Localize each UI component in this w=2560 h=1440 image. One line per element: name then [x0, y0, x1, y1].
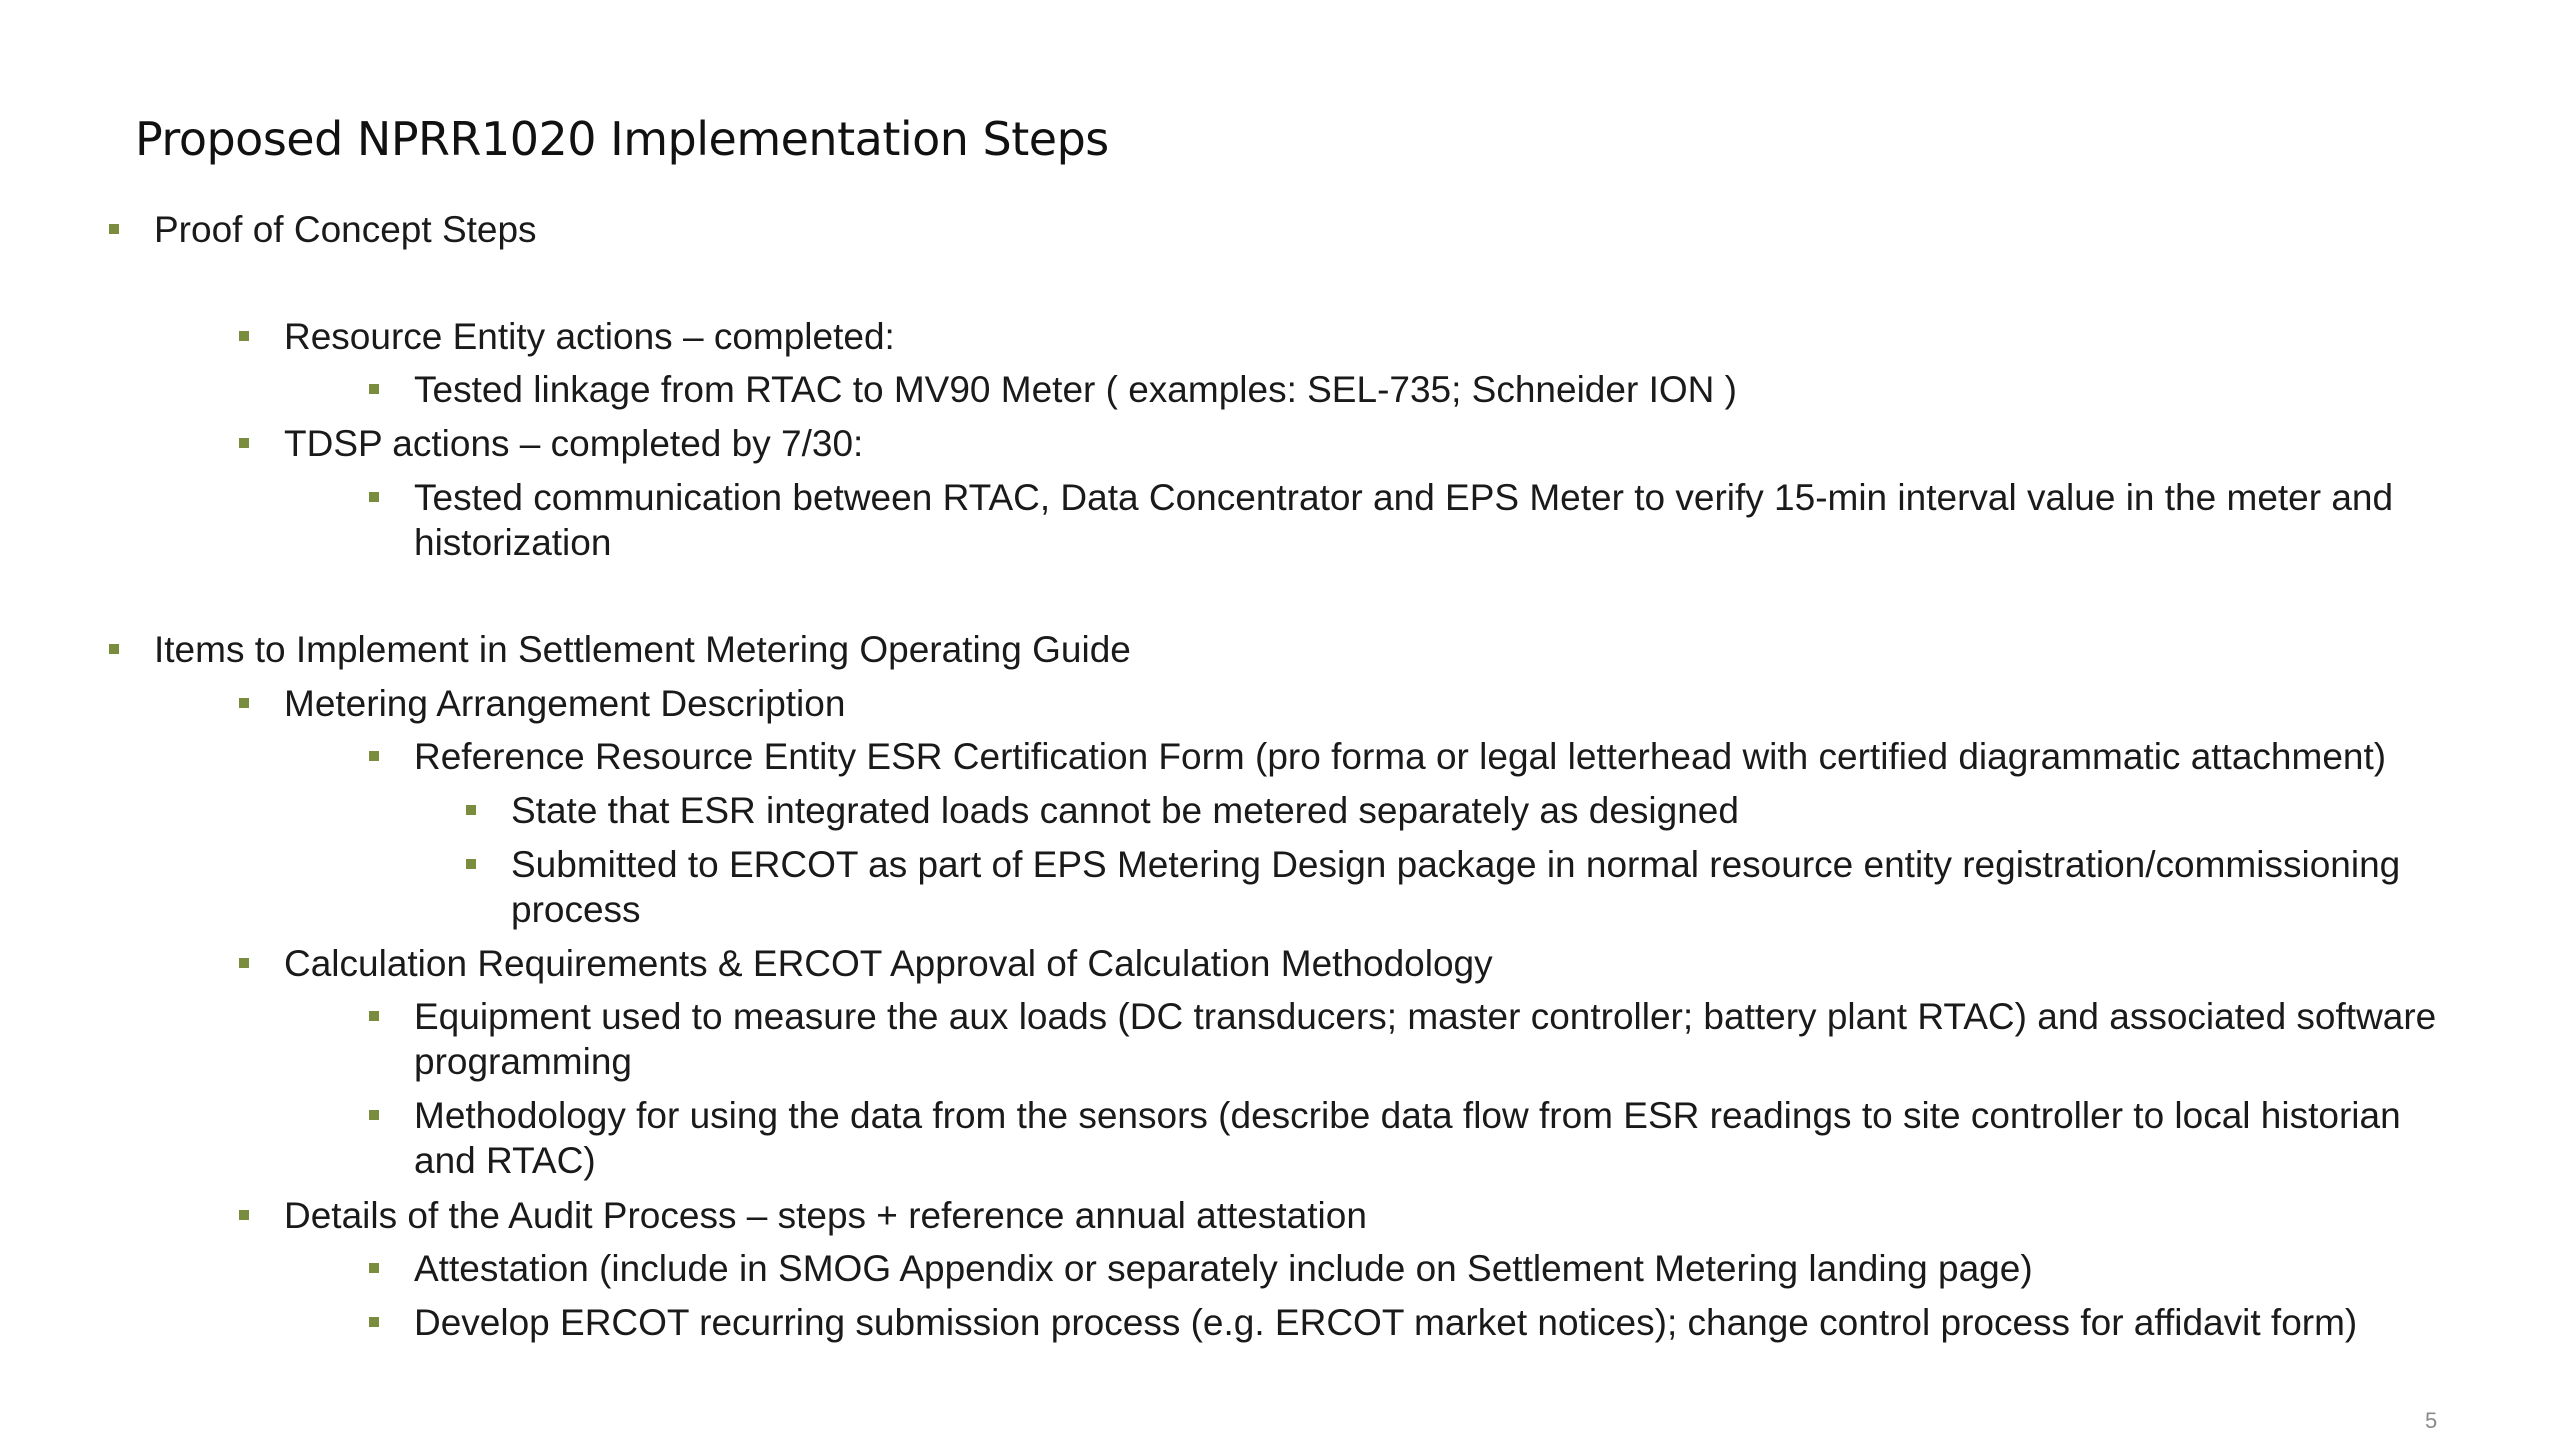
square-bullet-icon [369, 751, 379, 761]
bullet-calculation-requirements [284, 941, 2454, 986]
bullet-text: Calculation Requirements & ERCOT Approval of Calculation Methodology [284, 943, 1493, 984]
bullet-text: Submitted to ERCOT as part of EPS Metering Design package in normal resource entity registration/commissioning process [511, 844, 2401, 930]
square-bullet-icon [109, 224, 119, 234]
bullet-audit-process [284, 1193, 2454, 1238]
bullet-reference-certification-form [414, 734, 2454, 779]
square-bullet-icon [239, 698, 249, 708]
square-bullet-icon [369, 1011, 379, 1021]
square-bullet-icon [109, 644, 119, 654]
bullet-text: Details of the Audit Process – steps + reference annual attestation [284, 1195, 1367, 1236]
square-bullet-icon [369, 492, 379, 502]
bullet-text: Proof of Concept Steps [154, 209, 537, 250]
square-bullet-icon [369, 1317, 379, 1327]
bullet-develop-submission-process [414, 1300, 2454, 1345]
bullet-text: Tested linkage from RTAC to MV90 Meter ( examples: SEL-735; Schneider ION ) [414, 369, 1737, 410]
square-bullet-icon [466, 805, 476, 815]
bullet-text: Equipment used to measure the aux loads (DC transducers; master controller; battery plant RTAC) and associated software programming [414, 996, 2437, 1082]
square-bullet-icon [466, 859, 476, 869]
square-bullet-icon [239, 331, 249, 341]
bullet-text: Develop ERCOT recurring submission process (e.g. ERCOT market notices); change control process for affidavit form) [414, 1302, 2358, 1343]
bullet-text: Methodology for using the data from the sensors (describe data flow from ESR readings to site controller to local historian and RTAC) [414, 1095, 2401, 1181]
bullet-state-esr-loads [511, 788, 2461, 833]
bullet-methodology-sensors [414, 1093, 2454, 1183]
bullet-metering-arrangement [284, 681, 2454, 726]
square-bullet-icon [369, 1263, 379, 1273]
bullet-items-to-implement [154, 627, 2414, 672]
bullet-text: Attestation (include in SMOG Appendix or separately include on Settlement Metering landing page) [414, 1248, 2033, 1289]
bullet-text: Tested communication between RTAC, Data Concentrator and EPS Meter to verify 15-min interval value in the meter and historization [414, 477, 2394, 563]
square-bullet-icon [239, 958, 249, 968]
bullet-text: State that ESR integrated loads cannot be metered separately as designed [511, 790, 1739, 831]
square-bullet-icon [369, 384, 379, 394]
slide-title: Proposed NPRR1020 Implementation Steps [135, 112, 1109, 166]
bullet-resource-entity-actions [284, 314, 2454, 359]
bullet-text: Metering Arrangement Description [284, 683, 846, 724]
bullet-text: Reference Resource Entity ESR Certification Form (pro forma or legal letterhead with certified diagrammatic attachment) [414, 736, 2387, 777]
page-number: 5 [2425, 1408, 2438, 1433]
bullet-tested-communication [414, 475, 2454, 565]
bullet-text: Items to Implement in Settlement Metering Operating Guide [154, 629, 1131, 670]
bullet-submitted-to-ercot [511, 842, 2461, 932]
square-bullet-icon [369, 1110, 379, 1120]
bullet-text: Resource Entity actions – completed: [284, 316, 895, 357]
bullet-text: TDSP actions – completed by 7/30: [284, 423, 864, 464]
bullet-tdsp-actions [284, 421, 2454, 466]
square-bullet-icon [239, 438, 249, 448]
bullet-attestation [414, 1246, 2454, 1291]
bullet-proof-of-concept [154, 207, 2414, 252]
bullet-tested-linkage [414, 367, 2454, 412]
bullet-equipment-aux-loads [414, 994, 2454, 1084]
square-bullet-icon [239, 1210, 249, 1220]
